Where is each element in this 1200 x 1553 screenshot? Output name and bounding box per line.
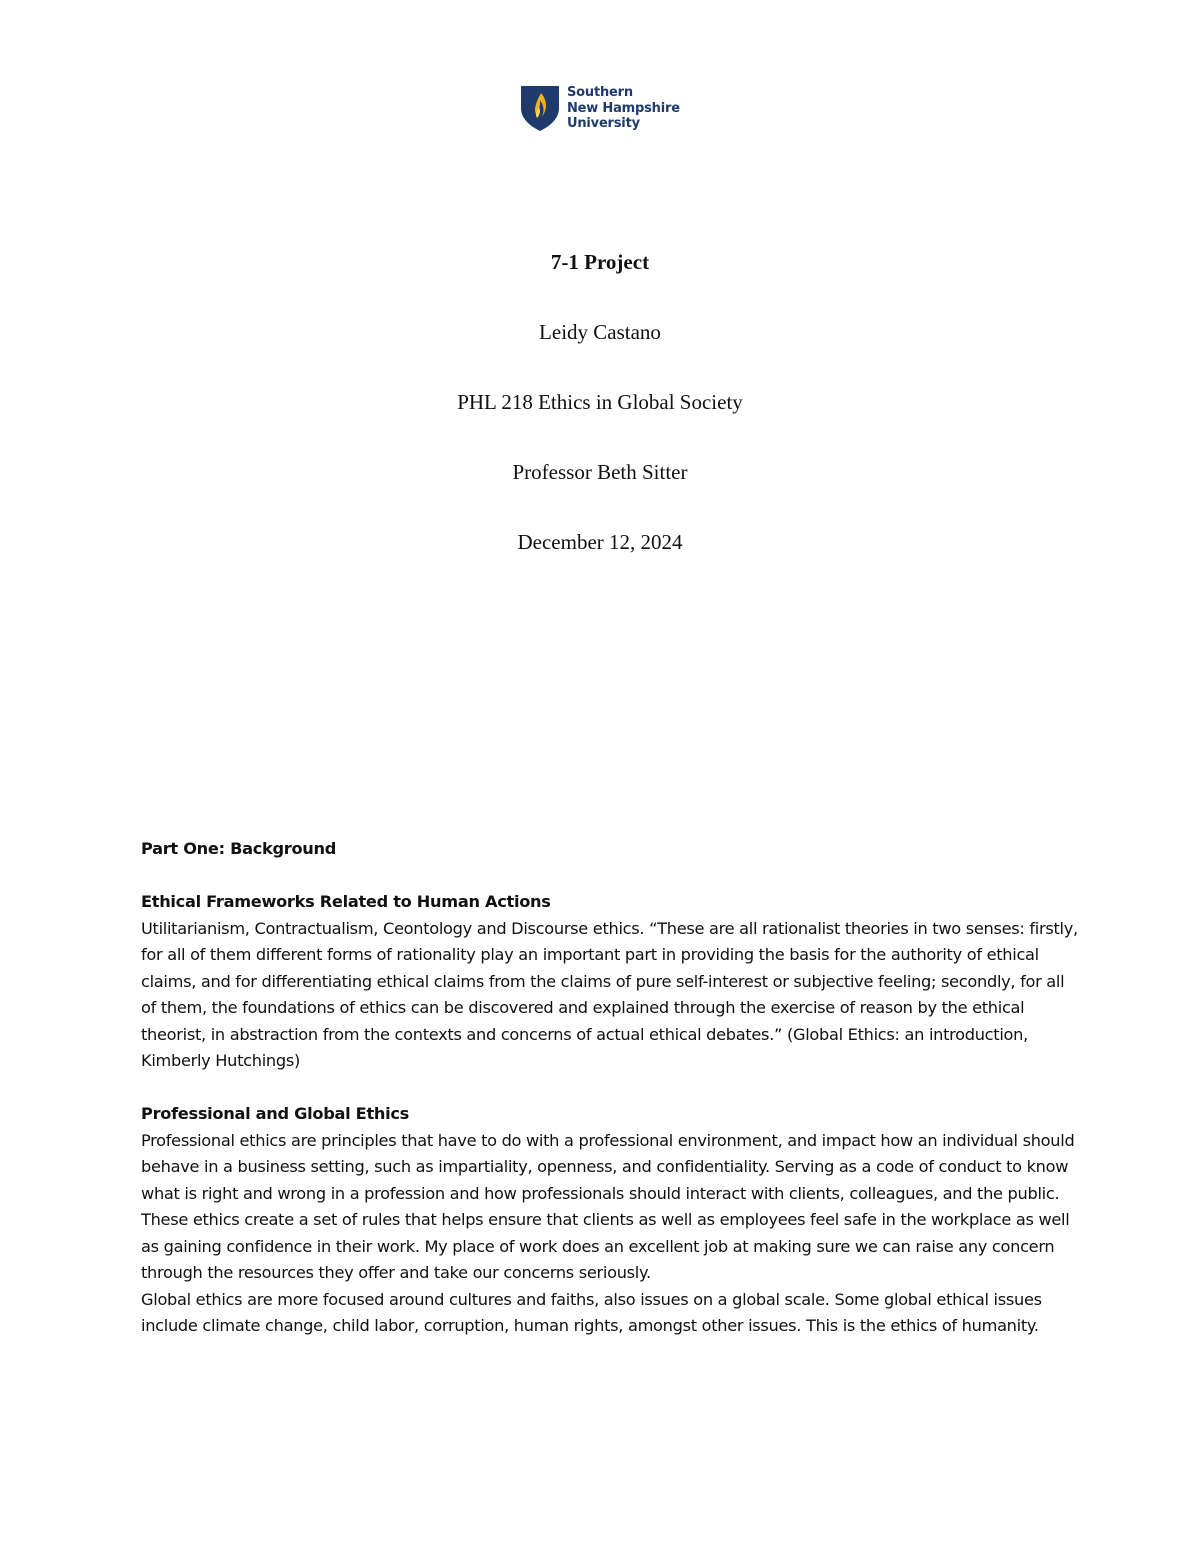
frameworks-paragraph: Utilitarianism, Contractualism, Ceontology and Discourse ethics. “These are all rationalist theories in two senses: firstly, for all of them different forms of rationality play an important part in providing the basis for the authority of ethical claims, and for differentiating ethical claims from the claims of pure self-interest or subjective feeling; secondly, for all of them, the foundations of ethics can be discovered and explained through the exercise of reason by the ethical theorist, in abstraction from the contexts and concerns of actual ethical debates.” (Global Ethics: an introduction, Kimberly Hutchings)	[141, 918, 1078, 1070]
document-body	[141, 836, 1081, 1340]
course-name: PHL 218 Ethics in Global Society	[457, 390, 743, 414]
submission-date: December 12, 2024	[517, 530, 683, 554]
professional-ethics-paragraph: Professional ethics are principles that have to do with a professional environment, and impact how an individual should behave in a business setting, such as impartiality, openness, and confidentiality. Serving as a code of conduct to know what is right and wrong in a profession and how professionals should interact with clients, colleagues, and the public. These ethics create a set of rules that helps ensure that clients as well as employees feel safe in the workplace as well as gaining confidence in their work. My place of work does an excellent job at making sure we can raise any concern through the resources they offer and take our concerns seriously.	[141, 1130, 1075, 1282]
part-one-heading: Part One: Background	[141, 839, 337, 858]
professional-global-heading: Professional and Global Ethics	[141, 1104, 409, 1123]
frameworks-heading: Ethical Frameworks Related to Human Actions	[141, 892, 551, 911]
professor-name: Professor Beth Sitter	[512, 460, 688, 484]
author-name: Leidy Castano	[539, 320, 661, 344]
university-logo	[520, 84, 690, 132]
logo-wordmark: Southern New Hampshire University	[567, 85, 680, 131]
section-spacer	[141, 1075, 1081, 1102]
document-title: 7-1 Project	[550, 250, 650, 274]
snhu-shield-flame-icon	[520, 84, 560, 132]
global-ethics-paragraph: Global ethics are more focused around cultures and faiths, also issues on a global scale. Some global ethical issues include climate change, child labor, corruption, human rights, amongst other issues. This is the ethics of humanity.	[141, 1289, 1042, 1335]
title-page	[0, 247, 1200, 597]
